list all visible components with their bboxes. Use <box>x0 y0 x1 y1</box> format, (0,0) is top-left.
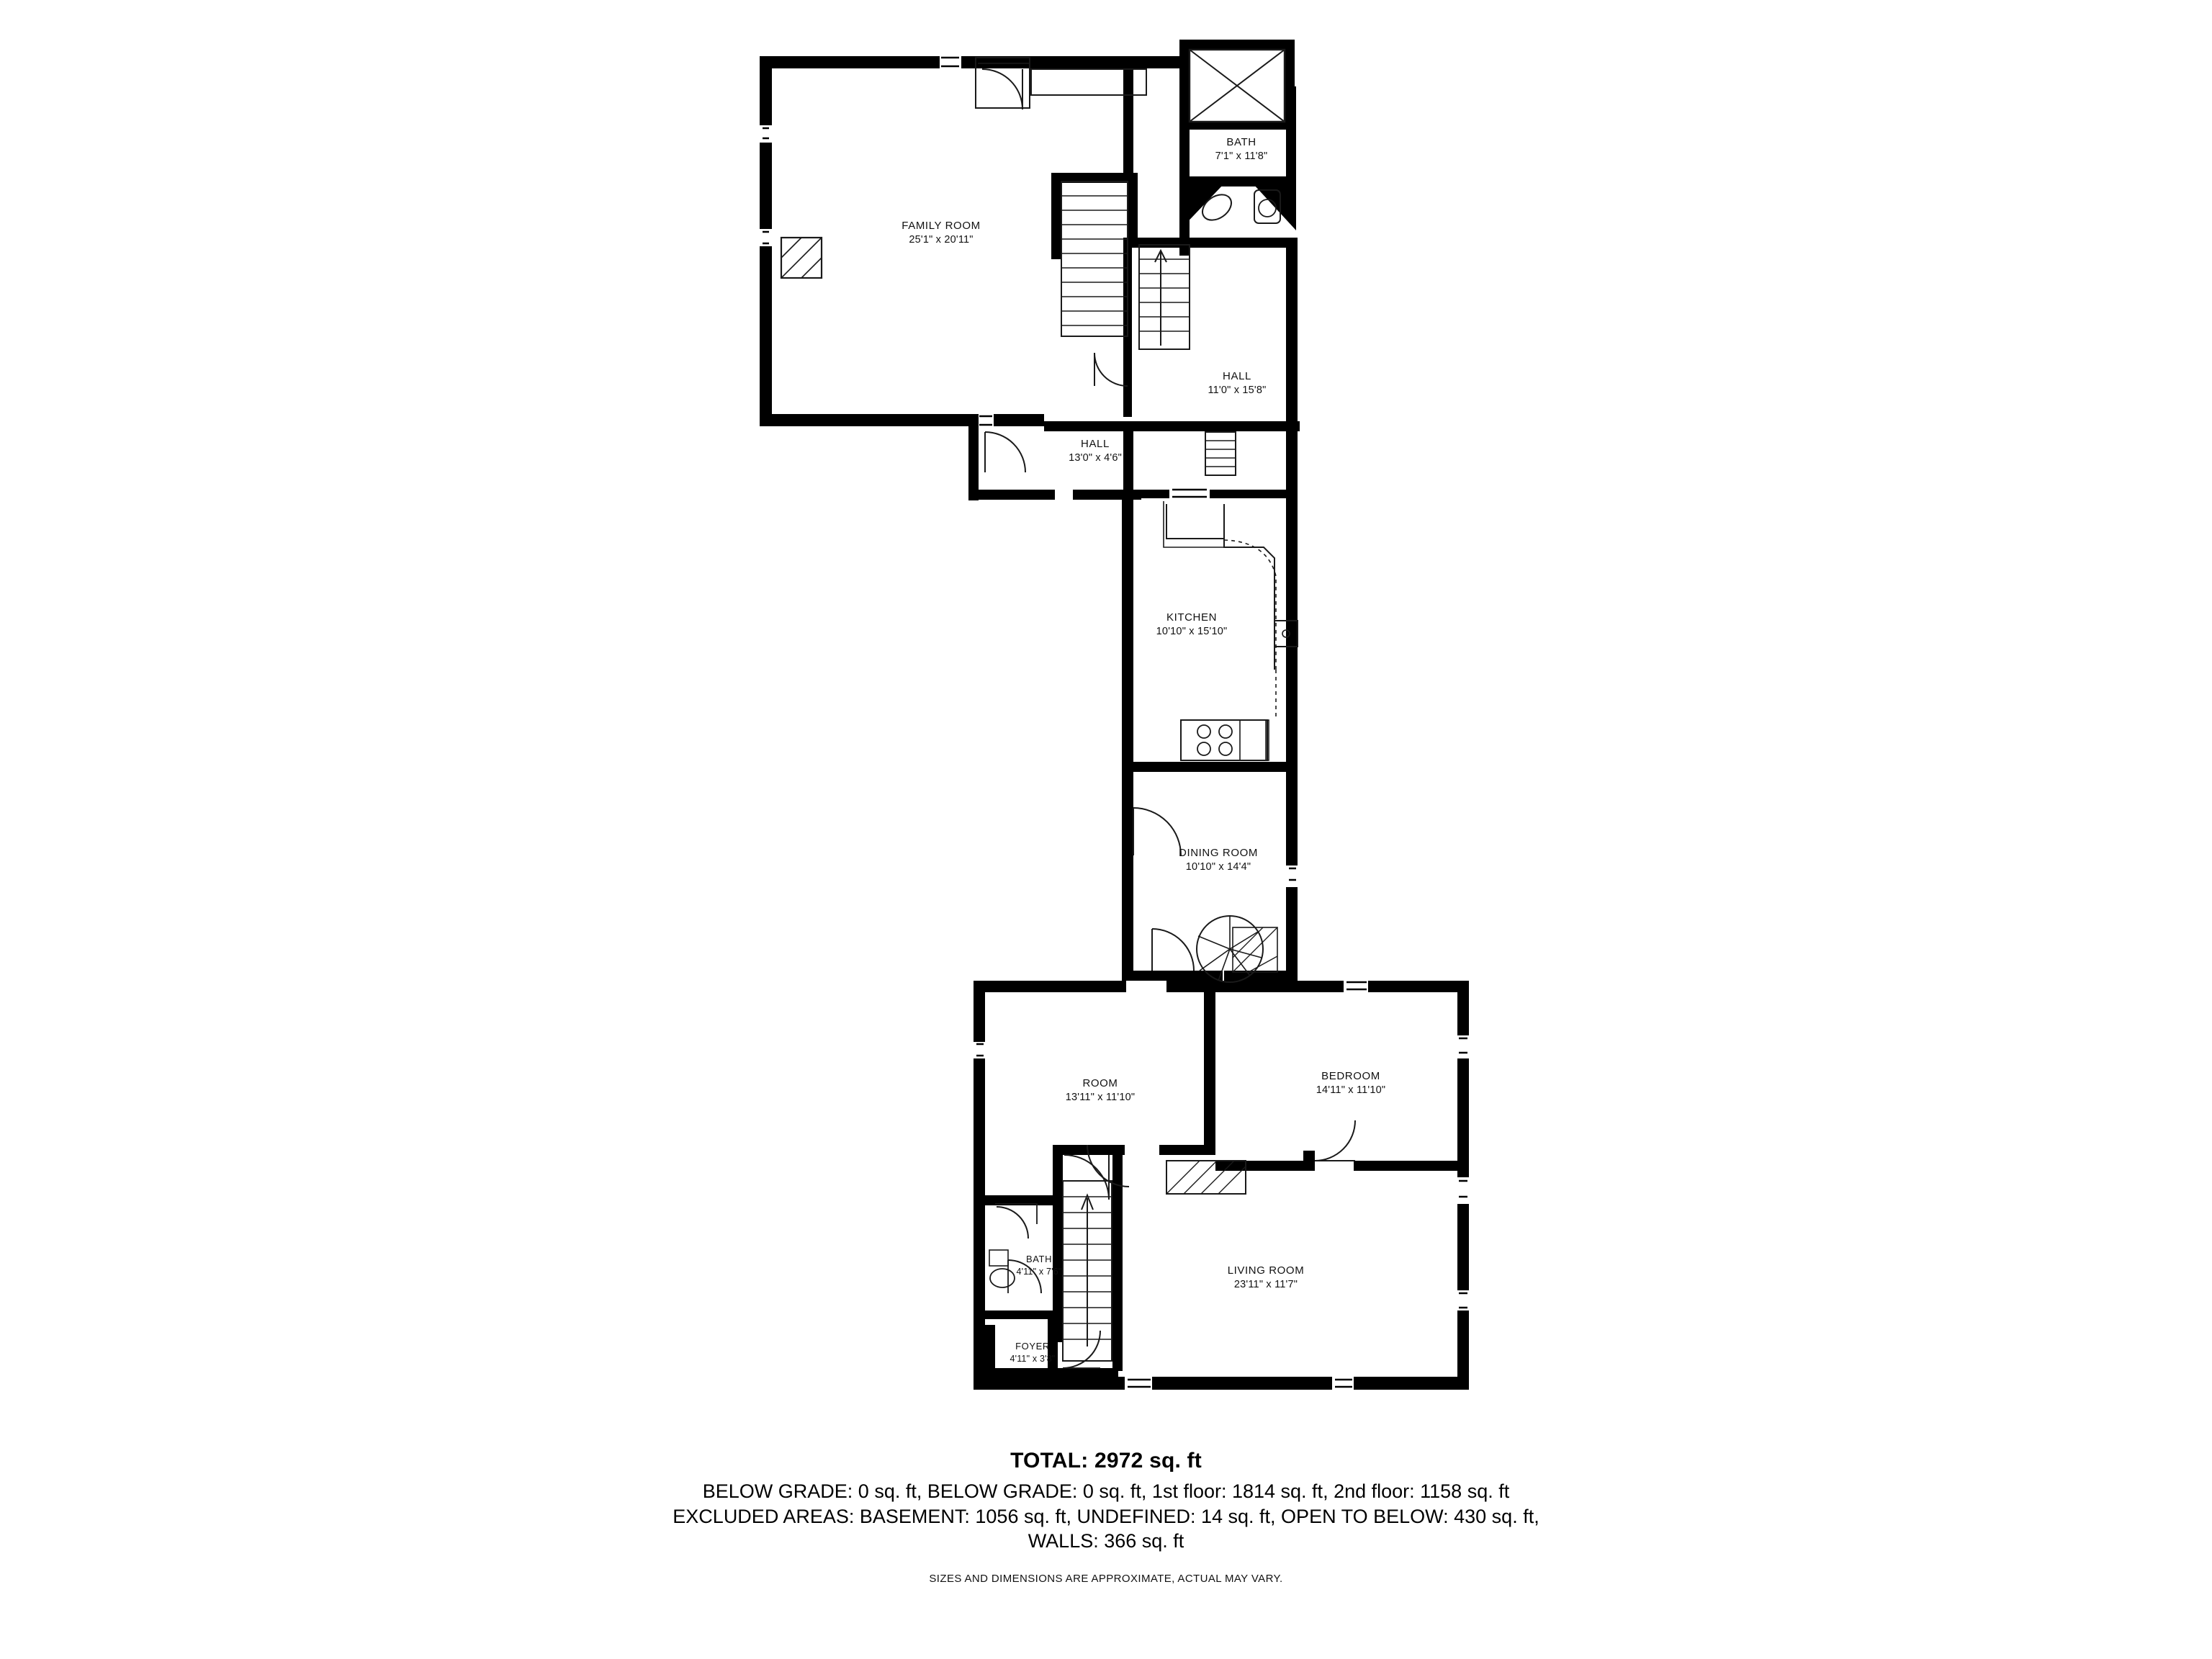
room-name: FOYER <box>1015 1340 1050 1352</box>
walls-line: WALLS: 366 sq. ft <box>1028 1530 1184 1552</box>
excluded-areas-line: EXCLUDED AREAS: BASEMENT: 1056 sq. ft, UNDEFINED: 14 sq. ft, OPEN TO BELOW: 430 sq. ft, <box>673 1505 1539 1527</box>
room-dimensions: 7'1" x 11'8" <box>1215 150 1268 163</box>
room-dimensions: 4'11" x 3'8" <box>1010 1353 1056 1364</box>
room-name: KITCHEN <box>1166 611 1218 624</box>
room-name: ROOM <box>1082 1077 1118 1090</box>
room-dimensions: 4'11" x 7'6" <box>1016 1266 1062 1277</box>
room-name: BATH <box>1025 1253 1053 1264</box>
room-name: HALL <box>1081 438 1110 451</box>
room-dimensions: 10'10" x 15'10" <box>1156 626 1228 638</box>
room-name: BEDROOM <box>1321 1070 1380 1083</box>
room-name: HALL <box>1223 370 1251 383</box>
area-summary <box>0 1449 2212 1585</box>
room-dimensions: 13'0" x 4'6" <box>1069 452 1122 464</box>
room-dimensions: 10'10" x 14'4" <box>1185 861 1251 873</box>
floor-breakdown-line: BELOW GRADE: 0 sq. ft, BELOW GRADE: 0 sq. ft, 1st floor: 1814 sq. ft, 2nd floor: 1158 sq. ft <box>702 1480 1510 1502</box>
room-name: BATH <box>1226 136 1256 149</box>
room-dimensions: 13'11" x 11'10" <box>1065 1092 1136 1104</box>
room-name: FAMILY ROOM <box>902 220 981 233</box>
wall-group <box>760 40 1469 1390</box>
room-dimensions: 25'1" x 20'11" <box>909 234 974 246</box>
room-name: LIVING ROOM <box>1227 1264 1305 1277</box>
room-dimensions: 11'0" x 15'8" <box>1208 385 1267 397</box>
room-dimensions: 14'11" x 11'10" <box>1316 1084 1386 1097</box>
room-name: DINING ROOM <box>1179 847 1258 860</box>
disclaimer-text: SIZES AND DIMENSIONS ARE APPROXIMATE, ACTUAL MAY VARY. <box>929 1572 1283 1585</box>
room-dimensions: 23'11" x 11'7" <box>1233 1279 1298 1291</box>
total-area-text: TOTAL: 2972 sq. ft <box>1010 1449 1202 1473</box>
